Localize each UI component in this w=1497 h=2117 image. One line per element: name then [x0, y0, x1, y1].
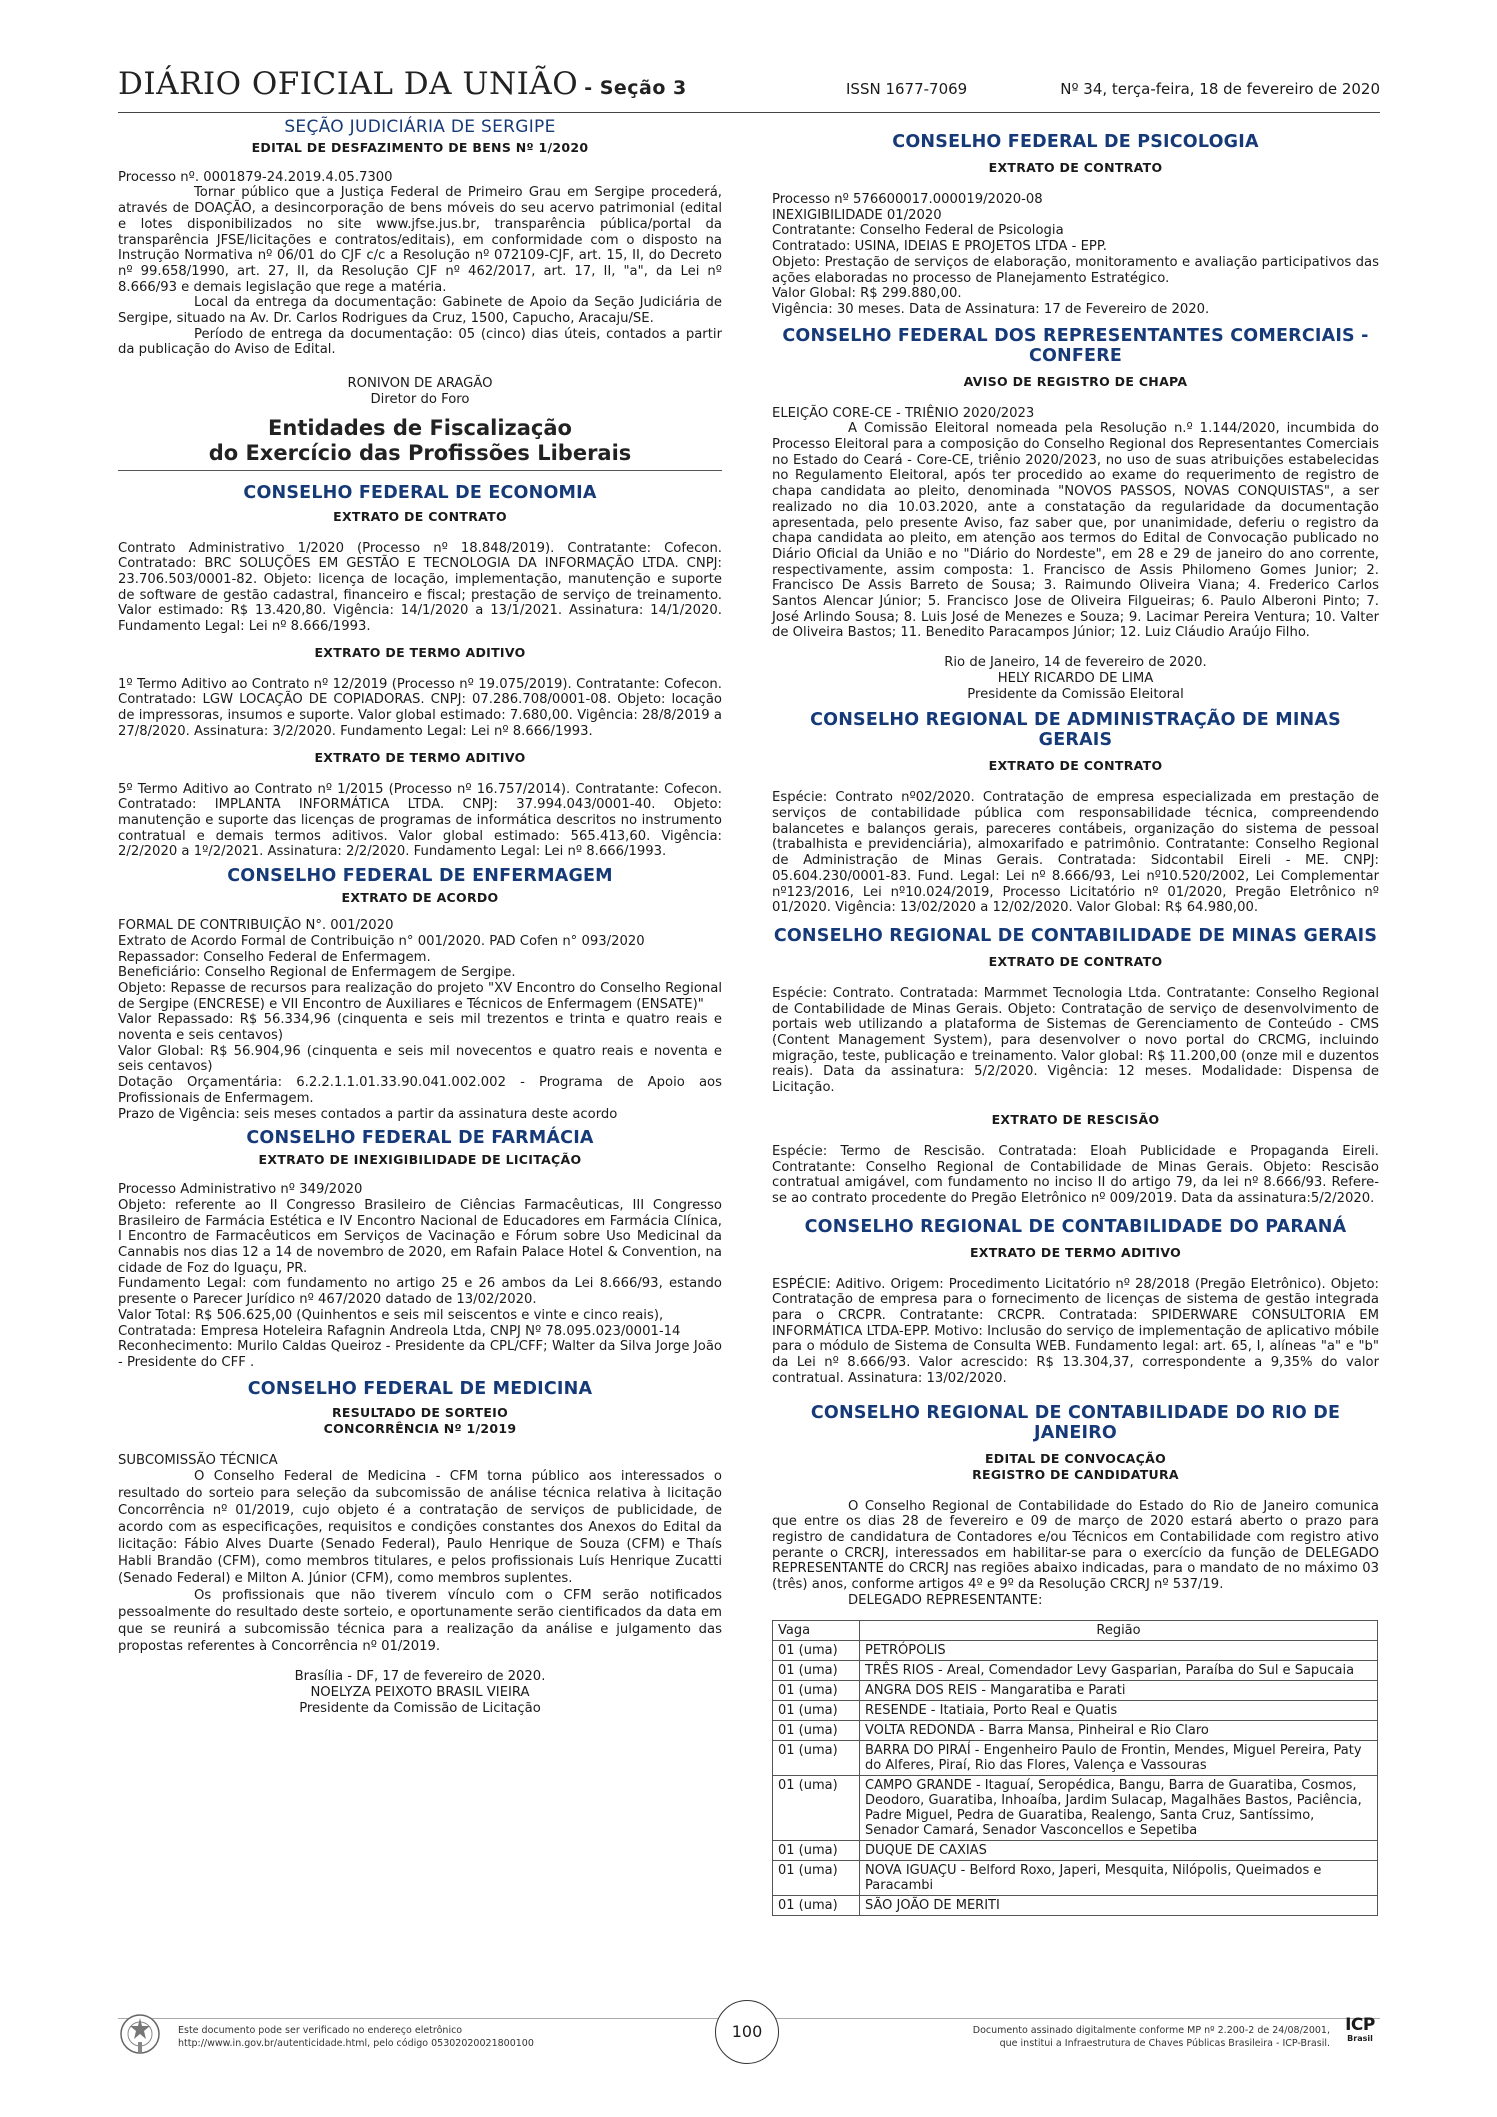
paragraph: O Conselho Federal de Medicina - CFM torna público aos interessados o resultado do sorteio para seleção da subcomissão de análise técnica relativa à licitação Concorrência nº 01/2019, cujo objeto é a contratação de serviços de publicidade, de acordo com as especificações, requisitos e condições constantes dos Anexos do Edital da licitação: Fábio Alves Duarte (Senado Federal), Paulo Henrique de Souza (CFM) e Thaís Habli Brandão (CFM), como membros titulares, e pelos profissionais Luís Henrique Zucatti (Senado Federal) e Milton A. Júnior (CFM), como membros suplentes.: [118, 1469, 722, 1587]
signature-name: HELY RICARDO DE LIMA: [997, 670, 1154, 686]
section-subheading: EXTRATO DE TERMO ADITIVO: [314, 749, 526, 765]
coat-of-arms-icon: [118, 2012, 162, 2056]
section-subheading: CONCORRÊNCIA Nº 1/2019: [323, 1420, 517, 1436]
table-row: [773, 1841, 1378, 1861]
paragraph: 1º Termo Aditivo ao Contrato nº 12/2019 (Processo nº 19.075/2019). Contratante: Cofecon. Contratado: LGW LOCAÇÃO DE COPIADORAS. CNPJ: 07.286.708/0001-08. Objeto: locação de impressoras, insumos e suporte. Valor global estimado: 7.680,00. Vigência: 28/8/2019 a 27/8/2020. Assinatura: 3/2/2020. Fundamento Legal: Lei nº 8.666/1993.: [118, 676, 722, 739]
paragraph: Processo nº. 0001879-24.2019.4.05.7300: [118, 169, 393, 185]
category-title: Entidades de Fiscalização do Exercício das Profissões Liberais: [118, 416, 722, 471]
line: FORMAL DE CONTRIBUIÇÃO N°. 001/2020: [118, 918, 394, 934]
line: SUBCOMISSÃO TÉCNICA: [118, 1452, 278, 1468]
line: Processo nº 576600017.000019/2020-08: [772, 192, 1043, 207]
section-subheading: EXTRATO DE TERMO ADITIVO: [969, 1244, 1182, 1260]
signature-name: RONIVON DE ARAGÃO: [347, 376, 493, 392]
line: Contratado: USINA, IDEIAS E PROJETOS LTDA - EPP.: [772, 239, 1107, 255]
paragraph: Contrato Administrativo 1/2020 (Processo nº 18.848/2019). Contratante: Cofecon. Contratado: BRC SOLUÇÕES EM GESTÃO E TECNOLOGIA DA INFORMAÇÃO LTDA. CNPJ: 23.706.503/0001-82. Objeto: licença de locação, implementação, manutenção e suporte de software de gestão cadastral, financeiro e fiscal; prestação de serviço de treinamento. Valor estimado: R$ 13.420,80. Vigência: 14/1/2020 a 13/1/2021. Assinatura: 14/1/2020. Fundamento Legal: Lei nº 8.666/1993.: [118, 540, 722, 635]
line: Contratada: Empresa Hoteleira Rafagnin Andreola Ltda, CNPJ Nº 78.095.023/0001-14: [118, 1323, 681, 1339]
line: Fundamento Legal: com fundamento no artigo 25 e 26 ambos da Lei 8.666/93, estando presente o Parecer Jurídico nº 467/2020 datado de 13/02/2020.: [118, 1276, 722, 1308]
line: Repassador: Conselho Federal de Enfermagem.: [118, 949, 431, 965]
section-subheading: EDITAL DE CONVOCAÇÃO: [984, 1450, 1167, 1466]
section-subheading: EXTRATO DE CONTRATO: [333, 508, 507, 524]
table-row: [773, 1741, 1378, 1776]
section-subheading: EXTRATO DE RESCISÃO: [991, 1111, 1160, 1127]
section-subheading: REGISTRO DE CANDIDATURA: [972, 1466, 1179, 1482]
section-heading: CONSELHO FEDERAL DE MEDICINA: [247, 1378, 593, 1399]
section-heading: CONSELHO REGIONAL DE ADMINISTRAÇÃO DE MINAS GERAIS: [810, 710, 1341, 751]
section-subheading: EDITAL DE DESFAZIMENTO DE BENS Nº 1/2020: [251, 139, 589, 155]
table-cell: 01 (uma): [773, 1681, 860, 1701]
page-footer: [118, 2000, 1380, 2080]
paragraph: 5º Termo Aditivo ao Contrato nº 1/2015 (Processo nº 16.757/2014). Contratante: Cofecon. Contratado: IMPLANTA INFORMÁTICA LTDA. CNPJ: 37.994.043/0001-40. Objeto: manutenção e suporte das licenças de programas de informática descritos no instrumento contratual e demais termos aditivos. Valor global estimado: 565.413,60. Vigência: 2/2/2020 a 1º/2/2021. Assinatura: 2/2/2020. Fundamento Legal: Lei nº 8.666/1993.: [118, 781, 722, 860]
line: Contratante: Conselho Federal de Psicologia: [772, 223, 1064, 239]
section-label: - Seção 3: [584, 77, 687, 99]
signature-role: Presidente da Comissão de Licitação: [299, 1700, 541, 1716]
paragraph: ESPÉCIE: Aditivo. Origem: Procedimento Licitatório nº 28/2018 (Pregão Eletrônico). Objeto: Contratação de empresa para o fornecimento de licenças de sistema de gestão integrada para o CRCPR. Contratante: CRCPR. Contratada: SPIDERWARE CONSULTORIA EM INFORMÁTICA LTDA-EPP. Motivo: Inclusão do serviço de implementação de aplicativo móbile para o módulo de Sistema de Consulta WEB. Fundamento legal: art. 65, I, alíneas "a" e "b" da Lei nº 8.666/93. Valor acrescido: R$ 13.304,37, correspondente a 9,35% do valor contratual. Assinatura: 13/02/2020.: [772, 1276, 1379, 1386]
page-number: 100: [715, 2000, 779, 2064]
table-cell: CAMPO GRANDE - Itaguaí, Seropédica, Bangu, Barra de Guaratiba, Cosmos, Deodoro, Guaratiba, Inhoaíba, Jardim Sulacap, Magalhães Bastos, Paciência, Padre Miguel, Pedra de Guaratiba, Realengo, Santa Cruz, Santíssimo, Senador Camará, Senador Vasconcellos e Sepetiba: [860, 1776, 1378, 1841]
section-heading: CONSELHO FEDERAL DOS REPRESENTANTES COMERCIAIS - CONFERE: [782, 325, 1369, 366]
issn: ISSN 1677-7069: [846, 80, 968, 98]
table-row: [773, 1776, 1378, 1841]
section-heading: CONSELHO REGIONAL DE CONTABILIDADE DE MINAS GERAIS: [773, 925, 1378, 946]
table-cell: 01 (uma): [773, 1721, 860, 1741]
table-cell: 01 (uma): [773, 1896, 860, 1916]
line: Processo Administrativo nº 349/2020: [118, 1182, 363, 1198]
paragraph: Espécie: Contrato. Contratada: Marmmet Tecnologia Ltda. Contratante: Conselho Regional de Contabilidade de Minas Gerais. Objeto: Contratação de serviço de desenvolvimento de portais web utilizando a plataforma de Sistemas de Gerenciamento de Conteúdo - CMS (Content Management System), para desenvolver o novo portal do CRCMG, incluindo migração, teste, publicação e treinamento. Valor global: R$ 11.200,00 (onze mil e duzentos reais). Data da assinatura: 5/2/2020. Vigência: 12 meses. Modalidade: Dispensa de Licitação.: [772, 985, 1379, 1096]
table-cell: 01 (uma): [773, 1776, 860, 1841]
section-heading: CONSELHO FEDERAL DE ENFERMAGEM: [227, 866, 613, 887]
paragraph: Espécie: Termo de Rescisão. Contratada: Eloah Publicidade e Propaganda Eireli. Contratante: Conselho Regional de Contabilidade de Minas Gerais. Objeto: Rescisão contratual amigável, com fundamento no inciso II do artigo 79, da lei nº 8.666/93. Refere-se ao contrato procedente do Pregão Eletrônico nº 009/2019. Data da assinatura:5/2/2020.: [772, 1143, 1379, 1206]
table-cell: ANGRA DOS REIS - Mangaratiba e Parati: [860, 1681, 1378, 1701]
table-row: [773, 1641, 1378, 1661]
paragraph: DELEGADO REPRESENTANTE:: [848, 1592, 1043, 1608]
line: INEXIGIBILIDADE 01/2020: [772, 207, 942, 223]
signature-name: NOELYZA PEIXOTO BRASIL VIEIRA: [310, 1685, 530, 1701]
table-cell: 01 (uma): [773, 1701, 860, 1721]
line: Vigência: 30 meses. Data de Assinatura: 17 de Fevereiro de 2020.: [772, 301, 1210, 317]
table-cell: BARRA DO PIRAÍ - Engenheiro Paulo de Frontin, Mendes, Miguel Pereira, Paty do Alferes, Piraí, Rio das Flores, Valença e Vassouras: [860, 1741, 1378, 1776]
signature-role: Diretor do Foro: [370, 391, 470, 407]
table-header-row: [773, 1621, 1378, 1641]
paragraph: O Conselho Regional de Contabilidade do Estado do Rio de Janeiro comunica que entre os dias 28 de fevereiro e 09 de março de 2020 estará aberto o prazo para registro de candidatura de Contadores e/ou Técnicos em Contabilidade com registro ativo perante o CRCRJ, interessados em habilitar-se para o exercício da função de DELEGADO REPRESENTANTE do CRCRJ nas regiões abaixo indicadas, para o mandato de no máximo 03 (três) anos, conforme artigos 4º e 9º da Resolução CRCRJ nº 537/19.: [772, 1498, 1379, 1593]
left-column: [118, 117, 722, 1716]
page-header: [118, 62, 1380, 113]
section-heading: CONSELHO FEDERAL DE FARMÁCIA: [246, 1128, 594, 1149]
signature-note: Documento assinado digitalmente conforme MP nº 2.200-2 de 24/08/2001, que institui a Infraestrutura de Chaves Públicas Brasileira - ICP-Brasil.: [972, 2025, 1330, 2049]
line: Reconhecimento: Murilo Caldas Queiroz - Presidente da CPL/CFF; Walter da Silva Jorge João - Presidente do CFF .: [118, 1339, 722, 1370]
section-subheading: RESULTADO DE SORTEIO: [331, 1404, 509, 1420]
verification-link[interactable]: http://www.in.gov.br/autenticidade.html, pelo código 05302020021800100: [178, 2038, 534, 2049]
table-row: [773, 1701, 1378, 1721]
section-subheading: EXTRATO DE CONTRATO: [988, 953, 1163, 969]
section-subheading: EXTRATO DE TERMO ADITIVO: [314, 644, 526, 660]
line: Valor Repassado: R$ 56.334,96 (cinquenta e seis mil trezentos e trinta e quatro reais e noventa e seis centavos): [118, 1012, 722, 1044]
table-row: [773, 1861, 1378, 1896]
verification-note: Este documento pode ser verificado no endereço eletrônico http://www.in.gov.br/autenticidade.html, pelo código 05302020021800100: [178, 2025, 534, 2049]
line: Valor Global: R$ 56.904,96 (cinquenta e seis mil novecentos e quatro reais e noventa e seis centavos): [118, 1043, 722, 1075]
line: Valor Total: R$ 506.625,00 (Quinhentos e seis mil seiscentos e vinte e cinco reais),: [118, 1307, 664, 1323]
section-subheading: AVISO DE REGISTRO DE CHAPA: [963, 373, 1188, 389]
signature-role: Presidente da Comissão Eleitoral: [967, 686, 1184, 702]
gazette-title: DIÁRIO OFICIAL DA UNIÃO - Seção 3: [118, 66, 687, 102]
table-cell: 01 (uma): [773, 1861, 860, 1896]
table-cell: 01 (uma): [773, 1741, 860, 1776]
paragraph: A Comissão Eleitoral nomeada pela Resolução n.º 1.144/2020, incumbida do Processo Eleitoral para a composição do Conselho Regional dos Representantes Comerciais no Estado do Ceará - Core-CE, triênio 2020/2023, no uso de suas atribuições estabelecidas no Regulamento Eleitoral, após ter procedido ao exame do requerimento de registro de chapa candidata ao pleito, denominada "NOVOS PASSOS, NOVAS CONQUISTAS", a ser realizado no dia 10.03.2020, ante a constatação da regularidade da documentação apresentada, pelo presente Aviso, faz saber que, por unanimidade, deferiu o registro da chapa candidata ao pleito, em atenção aos termos do Edital de Convocação publicado no Diário Oficial da União e no "Diário do Nordeste", em 28 e 29 de janeiro do ano corrente, respectivamente, assim composta: 1. Francisco de Assis Philomeno Gomes Junior; 2. Francisco De Assis Barreto de Sousa; 3. Raimundo Oliveira Viana; 4. Frederico Carlos Santos Alencar Júnior; 5. Francisco Jose de Oliveira Filgueiras; 6. Paulo Alberoni Pinto; 7. José Arlindo Sousa; 8. Luis José de Menezes e Souza; 9. Lacimar Pereira Ventura; 10. Valter de Oliveira Bastos; 11. Benedito Paracampos Júnior; 12. Luiz Cláudio Araújo Filho.: [772, 421, 1379, 641]
section-heading: CONSELHO FEDERAL DE PSICOLOGIA: [892, 132, 1259, 152]
line: Valor Global: R$ 299.880,00.: [772, 286, 962, 302]
paragraph: Período de entrega da documentação: 05 (cinco) dias úteis, contados a partir da publicação do Aviso de Edital.: [118, 326, 722, 358]
icp-brasil-logo-icon: ICP Brasil: [1345, 2015, 1375, 2043]
line: Objeto: Prestação de serviços de elaboração, monitoramento e avaliação participativos das ações elaboradas no processo de Planejamento Estratégico.: [772, 254, 1379, 286]
table-cell: NOVA IGUAÇU - Belford Roxo, Japeri, Mesquita, Nilópolis, Queimados e Paracambi: [860, 1861, 1378, 1896]
line: Dotação Orçamentária: 6.2.2.1.1.01.33.90.041.002.002 - Programa de Apoio aos Profissionais de Enfermagem.: [118, 1075, 722, 1106]
column-header: Região: [860, 1621, 1378, 1641]
paragraph: Os profissionais que não tiverem vínculo com o CFM serão notificados pessoalmente do resultado deste sorteio, e oportunamente serão cientificados da data em que se reunirá a subcomissão técnica para a realização da análise e julgamento das propostas referentes à Concorrência nº 01/2019.: [118, 1588, 722, 1655]
regions-table: [772, 1620, 1378, 1916]
line: Extrato de Acordo Formal de Contribuição n° 001/2020. PAD Cofen n° 093/2020: [118, 933, 645, 949]
line: ELEIÇÃO CORE-CE - TRIÊNIO 2020/2023: [772, 405, 1035, 421]
table-cell: 01 (uma): [773, 1641, 860, 1661]
line: Objeto: referente ao II Congresso Brasileiro de Ciências Farmacêuticas, III Congresso Brasileiro de Farmácia Estética e IV Encontro Nacional de Educadores em Farmácia Clínica, I Encontro de Farmacêuticos em Serviços de Vacinação e Fórum sobre Uso Medicinal da Cannabis nos dias 12 a 14 de novembro de 2020, em Rafain Palace Hotel & Convention, na cidade de Foz do Iguaçu, PR.: [118, 1197, 722, 1276]
table-cell: VOLTA REDONDA - Barra Mansa, Pinheiral e Rio Claro: [860, 1721, 1378, 1741]
table-cell: DUQUE DE CAXIAS: [860, 1841, 1378, 1861]
paragraph: Espécie: Contrato nº02/2020. Contratação de empresa especializada em prestação de serviços de contabilidade pública com responsabilidade técnica, compreendendo balancetes e balanços gerais, pareceres contábeis, organização do sistema de pessoal (trabalhista e previdenciária), almoxarifado e patrimônio. Contratante: Conselho Regional de Administração de Minas Gerais. Contratada: Sidcontabil Eireli - ME. CNPJ: 05.604.230/0001-83. Fund. Legal: Lei nº 8.666/93, Lei nº10.520/2002, Lei Complementar nº123/2016, Lei nº10.024/2019, Processo Licitatório nº 01/2020, Pregão Eletrônico nº 01/2020. Vigência: 13/02/2020 a 12/02/2020. Valor Global: R$ 64.980,00.: [772, 790, 1379, 916]
paragraph: Tornar público que a Justiça Federal de Primeiro Grau em Sergipe procederá, através de DOAÇÃO, a desincorporação de bens móveis do seu acervo patrimonial (edital e lotes disponibilizados no site www.jfse.jus.br, transparência pública/portal da transparência JFSE/licitações e contratos/editais), em conformidade com o disposto na Instrução Normativa nº 06/01 do CJF c/c a Resolução nº 072109-CJF, art. 15, II, do Decreto nº 99.658/1990, art. 27, II, da Resolução CJF nº 462/2017, art. 17, II, "a", da Lei nº 8.666/93 e demais legislação que rege a matéria.: [118, 185, 722, 295]
table-cell: TRÊS RIOS - Areal, Comendador Levy Gasparian, Paraíba do Sul e Sapucaia: [860, 1661, 1378, 1681]
section-heading: CONSELHO REGIONAL DE CONTABILIDADE DO PARANÁ: [804, 1216, 1347, 1237]
line: Prazo de Vigência: seis meses contados a partir da assinatura deste acordo: [118, 1106, 618, 1122]
table-row: [773, 1721, 1378, 1741]
paragraph: Local da entrega da documentação: Gabinete de Apoio da Seção Judiciária de Sergipe, situado na Av. Dr. Carlos Rodrigues da Cruz, 1500, Capucho, Aracaju/SE.: [118, 295, 722, 327]
section-subheading: EXTRATO DE ACORDO: [341, 890, 499, 906]
table-cell: 01 (uma): [773, 1661, 860, 1681]
section-heading: CONSELHO FEDERAL DE ECONOMIA: [243, 482, 597, 503]
section-subheading: EXTRATO DE CONTRATO: [988, 758, 1163, 774]
line: Beneficiário: Conselho Regional de Enfermagem de Sergipe.: [118, 965, 516, 981]
signature-place-date: Rio de Janeiro, 14 de fevereiro de 2020.: [944, 655, 1207, 671]
table-cell: 01 (uma): [773, 1841, 860, 1861]
column-header: Vaga: [773, 1621, 860, 1641]
section-heading: SEÇÃO JUDICIÁRIA DE SERGIPE: [284, 117, 556, 137]
right-column: [772, 132, 1379, 1916]
section-subheading: EXTRATO DE CONTRATO: [988, 160, 1163, 175]
table-cell: PETRÓPOLIS: [860, 1641, 1378, 1661]
table-row: [773, 1896, 1378, 1916]
signature-place-date: Brasília - DF, 17 de fevereiro de 2020.: [294, 1669, 546, 1685]
table-cell: SÃO JOÃO DE MERITI: [860, 1896, 1378, 1916]
section-subheading: EXTRATO DE INEXIGIBILIDADE DE LICITAÇÃO: [258, 1152, 582, 1168]
section-heading: CONSELHO REGIONAL DE CONTABILIDADE DO RIO DE JANEIRO: [810, 1402, 1341, 1443]
table-row: [773, 1661, 1378, 1681]
issue-date: Nº 34, terça-feira, 18 de fevereiro de 2020: [1060, 80, 1380, 98]
table-cell: RESENDE - Itatiaia, Porto Real e Quatis: [860, 1701, 1378, 1721]
table-row: [773, 1681, 1378, 1701]
line: Objeto: Repasse de recursos para realização do projeto "XV Encontro do Conselho Regional de Sergipe (ENCRESE) e VII Encontro de Auxiliares e Técnicos de Enfermagem (ENSATE)": [118, 980, 722, 1012]
